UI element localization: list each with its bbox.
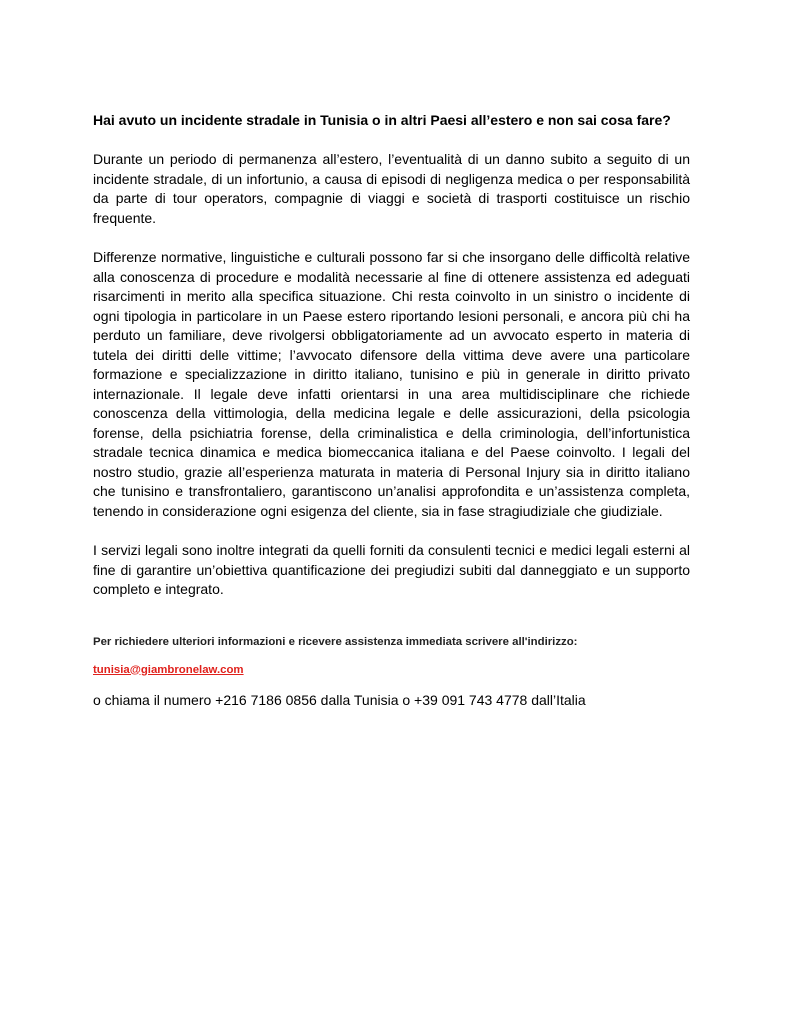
body-paragraph: Differenze normative, linguistiche e culturali possono far si che insorgano delle difficoltà relative alla conoscenza di procedure e modalità necessarie al fine di ottenere assistenza ed adeguati risarcimenti in merito alla specifica situazione. Chi resta coinvolto in un sinistro o incidente di ogni tipologia in particolare in un Paese estero riportando lesioni personali, e ancora più chi ha perduto un familiare, deve rivolgersi obbligatoriamente ad un avvocato esperto in materia di tutela dei diritti delle vittime; l’avvocato difensore della vittima deve avere una particolare formazione e specializzazione in diritto italiano, tunisino e più in generale in diritto privato internazionale. Il legale deve infatti orientarsi in una area multidisciplinare che richiede conoscenza della vittimologia, della medicina legale e delle assicurazioni, della psicologia forense, della psichiatria forense, della criminalistica e della criminologia, dell’infortunistica stradale tecnica dinamica e medica biomeccanica italiana e del Paese coinvolto. I legali del nostro studio, grazie all’esperienza maturata in materia di Personal Injury sia in diritto italiano che tunisino e transfrontaliero, garantiscono un’analisi approfondita e un’assistenza completa, tenendo in considerazione ogni esigenza del cliente, sia in fase stragiudiziale che giudiziale. [93, 249, 690, 519]
document-body [93, 110, 690, 710]
phone-line: o chiama il numero +216 7186 0856 dalla Tunisia o +39 091 743 4778 dall’Italia [93, 691, 586, 708]
intro-paragraph: Durante un periodo di permanenza all’estero, l’eventualità di un danno subito a seguito di un incidente stradale, di un infortunio, a causa di episodi di negligenza medica o per responsabilità da parte di tour operators, compagnie di viaggi e società di trasporti costituisce un rischio frequente. [93, 151, 690, 226]
contact-info-text: Per richiedere ulteriori informazioni e ricevere assistenza immediata scrivere all'indirizzo: [93, 635, 578, 648]
email-link[interactable]: tunisia@giambronelaw.com [93, 663, 244, 676]
services-paragraph: I servizi legali sono inoltre integrati da quelli forniti da consulenti tecnici e medici legali esterni al fine di garantire un’obiettiva quantificazione dei pregiudizi subiti dal danneggiato e un supporto completo e integrato. [93, 542, 690, 597]
document-heading: Hai avuto un incidente stradale in Tunisia o in altri Paesi all’estero e non sai cosa fare? [93, 112, 671, 128]
